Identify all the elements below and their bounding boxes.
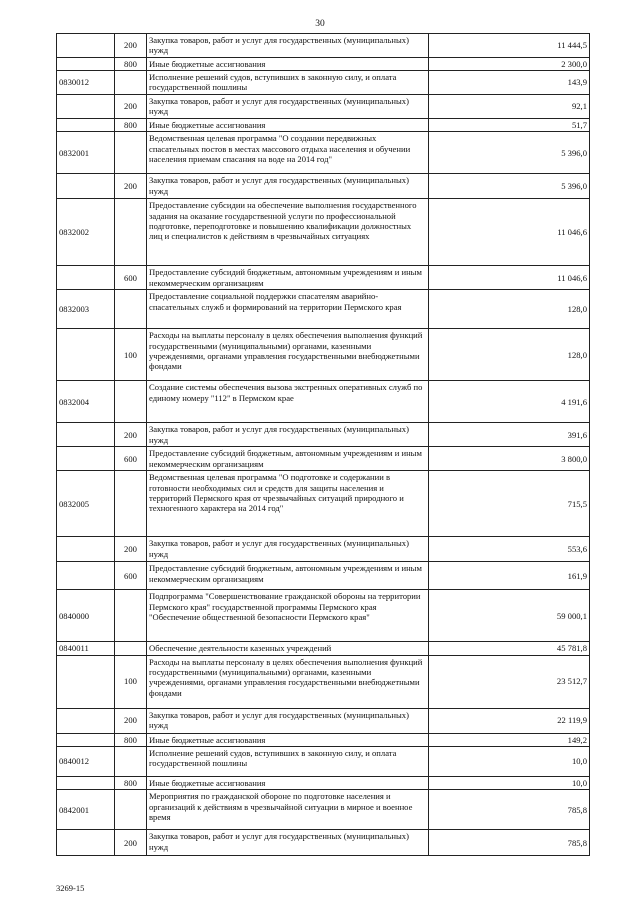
expense-type-cell [115,70,147,94]
item-name-cell: Подпрограмма "Совершенствование гражданской обороны на территории Пермского края" государственной программы Пермского края "Обеспечение общественной безопасности Пермского края" [147,590,429,642]
table-row [57,266,590,290]
table-row [57,34,590,58]
amount-cell: 149,2 [429,733,590,746]
item-name-cell: Расходы на выплаты персоналу в целях обеспечения выполнения функций государственными (муниципальными) органами, казенными учреждениями, органами управления государственными внебюджетными фондами [147,329,429,381]
amount-cell: 785,8 [429,790,590,830]
expense-type-cell: 800 [115,733,147,746]
target-code-cell [57,537,115,562]
expense-type-cell [115,381,147,423]
amount-cell: 10,0 [429,776,590,789]
item-name-cell: Создание системы обеспечения вызова экстренных оперативных служб по единому номеру "112" в Пермском крае [147,381,429,423]
target-code-cell [57,733,115,746]
target-code-cell [57,776,115,789]
table-row [57,790,590,830]
table-row [57,776,590,789]
item-name-cell: Закупка товаров, работ и услуг для государственных (муниципальных) нужд [147,708,429,733]
table-row [57,118,590,131]
target-code-cell [57,329,115,381]
table-row [57,381,590,423]
target-code-cell [57,34,115,58]
expense-type-cell [115,132,147,174]
target-code-cell [57,708,115,733]
item-name-cell: Предоставление субсидий бюджетным, автономным учреждениям и иным некоммерческим организациям [147,447,429,471]
expense-type-cell: 200 [115,174,147,199]
expense-type-cell [115,471,147,537]
amount-cell: 391,6 [429,423,590,447]
amount-cell: 51,7 [429,118,590,131]
target-code-cell: 0842001 [57,790,115,830]
table-row [57,733,590,746]
amount-cell: 2 300,0 [429,57,590,70]
expense-type-cell: 200 [115,830,147,856]
expense-type-cell: 600 [115,447,147,471]
item-name-cell: Иные бюджетные ассигнования [147,57,429,70]
target-code-cell [57,562,115,590]
expense-type-cell: 200 [115,537,147,562]
document-footer-code: 3269-15 [56,883,85,893]
expense-type-cell [115,590,147,642]
item-name-cell: Предоставление субсидий бюджетным, автономным учреждениям и иным некоммерческим организациям [147,562,429,590]
expense-type-cell [115,642,147,655]
amount-cell: 45 781,8 [429,642,590,655]
table-row [57,655,590,708]
amount-cell: 128,0 [429,329,590,381]
target-code-cell: 0832005 [57,471,115,537]
expense-type-cell: 200 [115,708,147,733]
target-code-cell [57,655,115,708]
target-code-cell [57,423,115,447]
expense-type-cell: 200 [115,423,147,447]
amount-cell: 715,5 [429,471,590,537]
expense-type-cell: 600 [115,266,147,290]
target-code-cell: 0840000 [57,590,115,642]
amount-cell: 3 800,0 [429,447,590,471]
table-row [57,199,590,266]
expense-type-cell: 800 [115,118,147,131]
amount-cell: 161,9 [429,562,590,590]
expense-type-cell [115,290,147,329]
expense-type-cell [115,746,147,776]
target-code-cell: 0832003 [57,290,115,329]
amount-cell: 5 396,0 [429,174,590,199]
item-name-cell: Закупка товаров, работ и услуг для государственных (муниципальных) нужд [147,34,429,58]
item-name-cell: Предоставление социальной поддержки спасателям аварийно-спасательных служб и формирований на территории Пермского края [147,290,429,329]
expense-type-cell: 200 [115,94,147,118]
item-name-cell: Иные бюджетные ассигнования [147,118,429,131]
target-code-cell [57,118,115,131]
target-code-cell: 0830012 [57,70,115,94]
table-row [57,94,590,118]
expense-type-cell: 100 [115,329,147,381]
table-row [57,537,590,562]
table-row [57,830,590,856]
item-name-cell: Мероприятия по гражданской обороне по подготовке населения и организаций к действиям в чрезвычайной ситуации в мирное и военное время [147,790,429,830]
target-code-cell: 0832001 [57,132,115,174]
budget-table-body [57,34,590,856]
item-name-cell: Ведомственная целевая программа "О создании передвижных спасательных постов в местах массового отдыха населения и обучении населения приемам спасания на воде на 2014 год" [147,132,429,174]
item-name-cell: Закупка товаров, работ и услуг для государственных (муниципальных) нужд [147,174,429,199]
target-code-cell: 0832004 [57,381,115,423]
target-code-cell: 0840012 [57,746,115,776]
expense-type-cell: 600 [115,562,147,590]
table-row [57,290,590,329]
table-row [57,70,590,94]
expense-type-cell: 800 [115,57,147,70]
target-code-cell [57,447,115,471]
item-name-cell: Иные бюджетные ассигнования [147,776,429,789]
target-code-cell [57,174,115,199]
item-name-cell: Закупка товаров, работ и услуг для государственных (муниципальных) нужд [147,830,429,856]
amount-cell: 553,6 [429,537,590,562]
target-code-cell: 0832002 [57,199,115,266]
table-row [57,329,590,381]
item-name-cell: Предоставление субсидий бюджетным, автономным учреждениям и иным некоммерческим организациям [147,266,429,290]
item-name-cell: Закупка товаров, работ и услуг для государственных (муниципальных) нужд [147,537,429,562]
amount-cell: 128,0 [429,290,590,329]
item-name-cell: Закупка товаров, работ и услуг для государственных (муниципальных) нужд [147,94,429,118]
amount-cell: 23 512,7 [429,655,590,708]
amount-cell: 10,0 [429,746,590,776]
amount-cell: 11 046,6 [429,199,590,266]
target-code-cell [57,830,115,856]
item-name-cell: Ведомственная целевая программа "О подготовке и содержании в готовности необходимых сил и средств для защиты населения и территорий Пермского края от чрезвычайных ситуаций природного и техногенного характера на 2014 год" [147,471,429,537]
expense-type-cell [115,790,147,830]
page-number: 30 [315,19,325,29]
item-name-cell: Исполнение решений судов, вступивших в законную силу, и оплата государственной пошлины [147,70,429,94]
expense-type-cell: 200 [115,34,147,58]
expense-type-cell: 800 [115,776,147,789]
table-row [57,174,590,199]
table-row [57,708,590,733]
target-code-cell [57,94,115,118]
amount-cell: 785,8 [429,830,590,856]
amount-cell: 4 191,6 [429,381,590,423]
item-name-cell: Закупка товаров, работ и услуг для государственных (муниципальных) нужд [147,423,429,447]
table-row [57,471,590,537]
table-row [57,746,590,776]
amount-cell: 11 444,5 [429,34,590,58]
target-code-cell [57,266,115,290]
expense-type-cell [115,199,147,266]
target-code-cell [57,57,115,70]
table-row [57,447,590,471]
item-name-cell: Иные бюджетные ассигнования [147,733,429,746]
amount-cell: 59 000,1 [429,590,590,642]
amount-cell: 5 396,0 [429,132,590,174]
table-row [57,590,590,642]
amount-cell: 22 119,9 [429,708,590,733]
item-name-cell: Предоставление субсидии на обеспечение выполнения государственного задания на оказание государственной услуги по профессиональной подготовке, переподготовке и повышению квалификации должностных лиц и специалистов к действиям в чрезвычайных ситуациях [147,199,429,266]
expense-type-cell: 100 [115,655,147,708]
table-row [57,423,590,447]
table-row [57,642,590,655]
item-name-cell: Исполнение решений судов, вступивших в законную силу, и оплата государственной пошлины [147,746,429,776]
target-code-cell: 0840011 [57,642,115,655]
budget-table [56,33,590,856]
table-row [57,132,590,174]
item-name-cell: Обеспечение деятельности казенных учреждений [147,642,429,655]
amount-cell: 11 046,6 [429,266,590,290]
table-row [57,562,590,590]
item-name-cell: Расходы на выплаты персоналу в целях обеспечения выполнения функций государственными (муниципальными) органами, казенными учреждениями, органами управления государственными внебюджетными фондами [147,655,429,708]
amount-cell: 143,9 [429,70,590,94]
table-row [57,57,590,70]
amount-cell: 92,1 [429,94,590,118]
